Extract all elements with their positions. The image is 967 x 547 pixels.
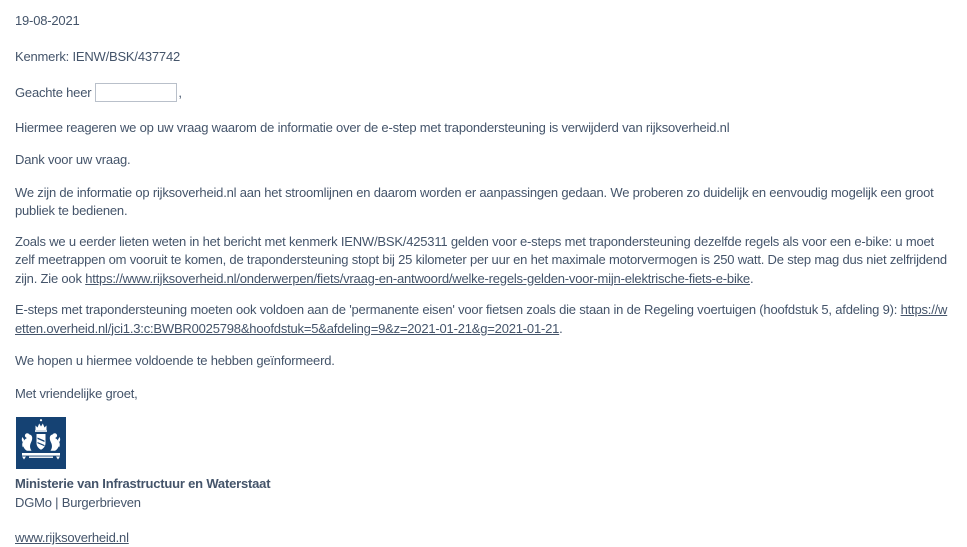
paragraph-thanks: Dank voor uw vraag.	[15, 152, 131, 167]
rijksoverheid-rules-link[interactable]: https://www.rijksoverheid.nl/onderwerpen/fiets/vraag-en-antwoord/welke-regels-gelden-voor-mijn-elektrische-fiets-e-bike	[85, 270, 750, 286]
wetten-overheid-link[interactable]: https://wetten.overheid.nl/jci1.3:c:BWBR0025798&hoofdstuk=5&afdeling=9&z=2021-01-21&g=2021-01-21	[15, 302, 948, 336]
salutation-line	[15, 83, 951, 103]
paragraph-permanent-requirements-period: .	[559, 320, 563, 336]
paragraph-ebike-rules-text: Zoals we u eerder lieten weten in het bericht met kenmerk IENW/BSK/425311 gelden voor e-steps met trapondersteuning dezelfde regels als voor een e-bike: u moet zelf meetrappen om vooruit te komen, de trapondersteuning stopt bij 25 kilometer per uur en het maximale motorvermogen is 250 watt. De step mag dus niet zelfrijdend zijn. Zie ook	[15, 233, 947, 286]
rijksoverheid-website-link[interactable]: www.rijksoverheid.nl	[15, 530, 129, 545]
paragraph-permanent-requirements-text: E-steps met trapondersteuning moeten ook voldoen aan de 'permanente eisen' voor fietsen zoals die staan in de Regeling voertuigen (hoofdstuk 5, afdeling 9):	[15, 302, 901, 317]
paragraph-greeting: Met vriendelijke groet,	[15, 385, 138, 401]
paragraph-intro: Hiermee reageren we op uw vraag waarom de informatie over de e-step met trapondersteuning is verwijderd van rijksoverheid.nl	[15, 119, 730, 135]
letter-date: 19-08-2021	[15, 13, 80, 28]
paragraph-permanent-requirements	[15, 301, 951, 338]
rijksoverheid-logo	[16, 417, 66, 469]
letter-reference: Kenmerk: IENW/BSK/437742	[15, 48, 180, 64]
signature-department: DGMo | Burgerbrieven	[15, 495, 141, 510]
salutation-text: Geachte heer	[15, 85, 92, 100]
paragraph-ebike-rules-period: .	[749, 270, 754, 286]
redacted-name-box	[95, 83, 177, 102]
rijksoverheid-coat-of-arms-icon	[16, 417, 66, 469]
paragraph-ebike-rules	[15, 233, 951, 289]
paragraph-streamlining: We zijn de informatie op rijksoverheid.nl aan het stroomlijnen en daarom worden er aanpassingen gedaan. We proberen zo duidelijk en eenvoudig mogelijk een groot publiek te bedienen.	[15, 184, 934, 218]
signature-organization: Ministerie van Infrastructuur en Waterstaat	[15, 476, 271, 491]
paragraph-closing: We hopen u hiermee voldoende te hebben geïnformeerd.	[15, 353, 335, 368]
salutation-comma: ,	[178, 85, 182, 100]
